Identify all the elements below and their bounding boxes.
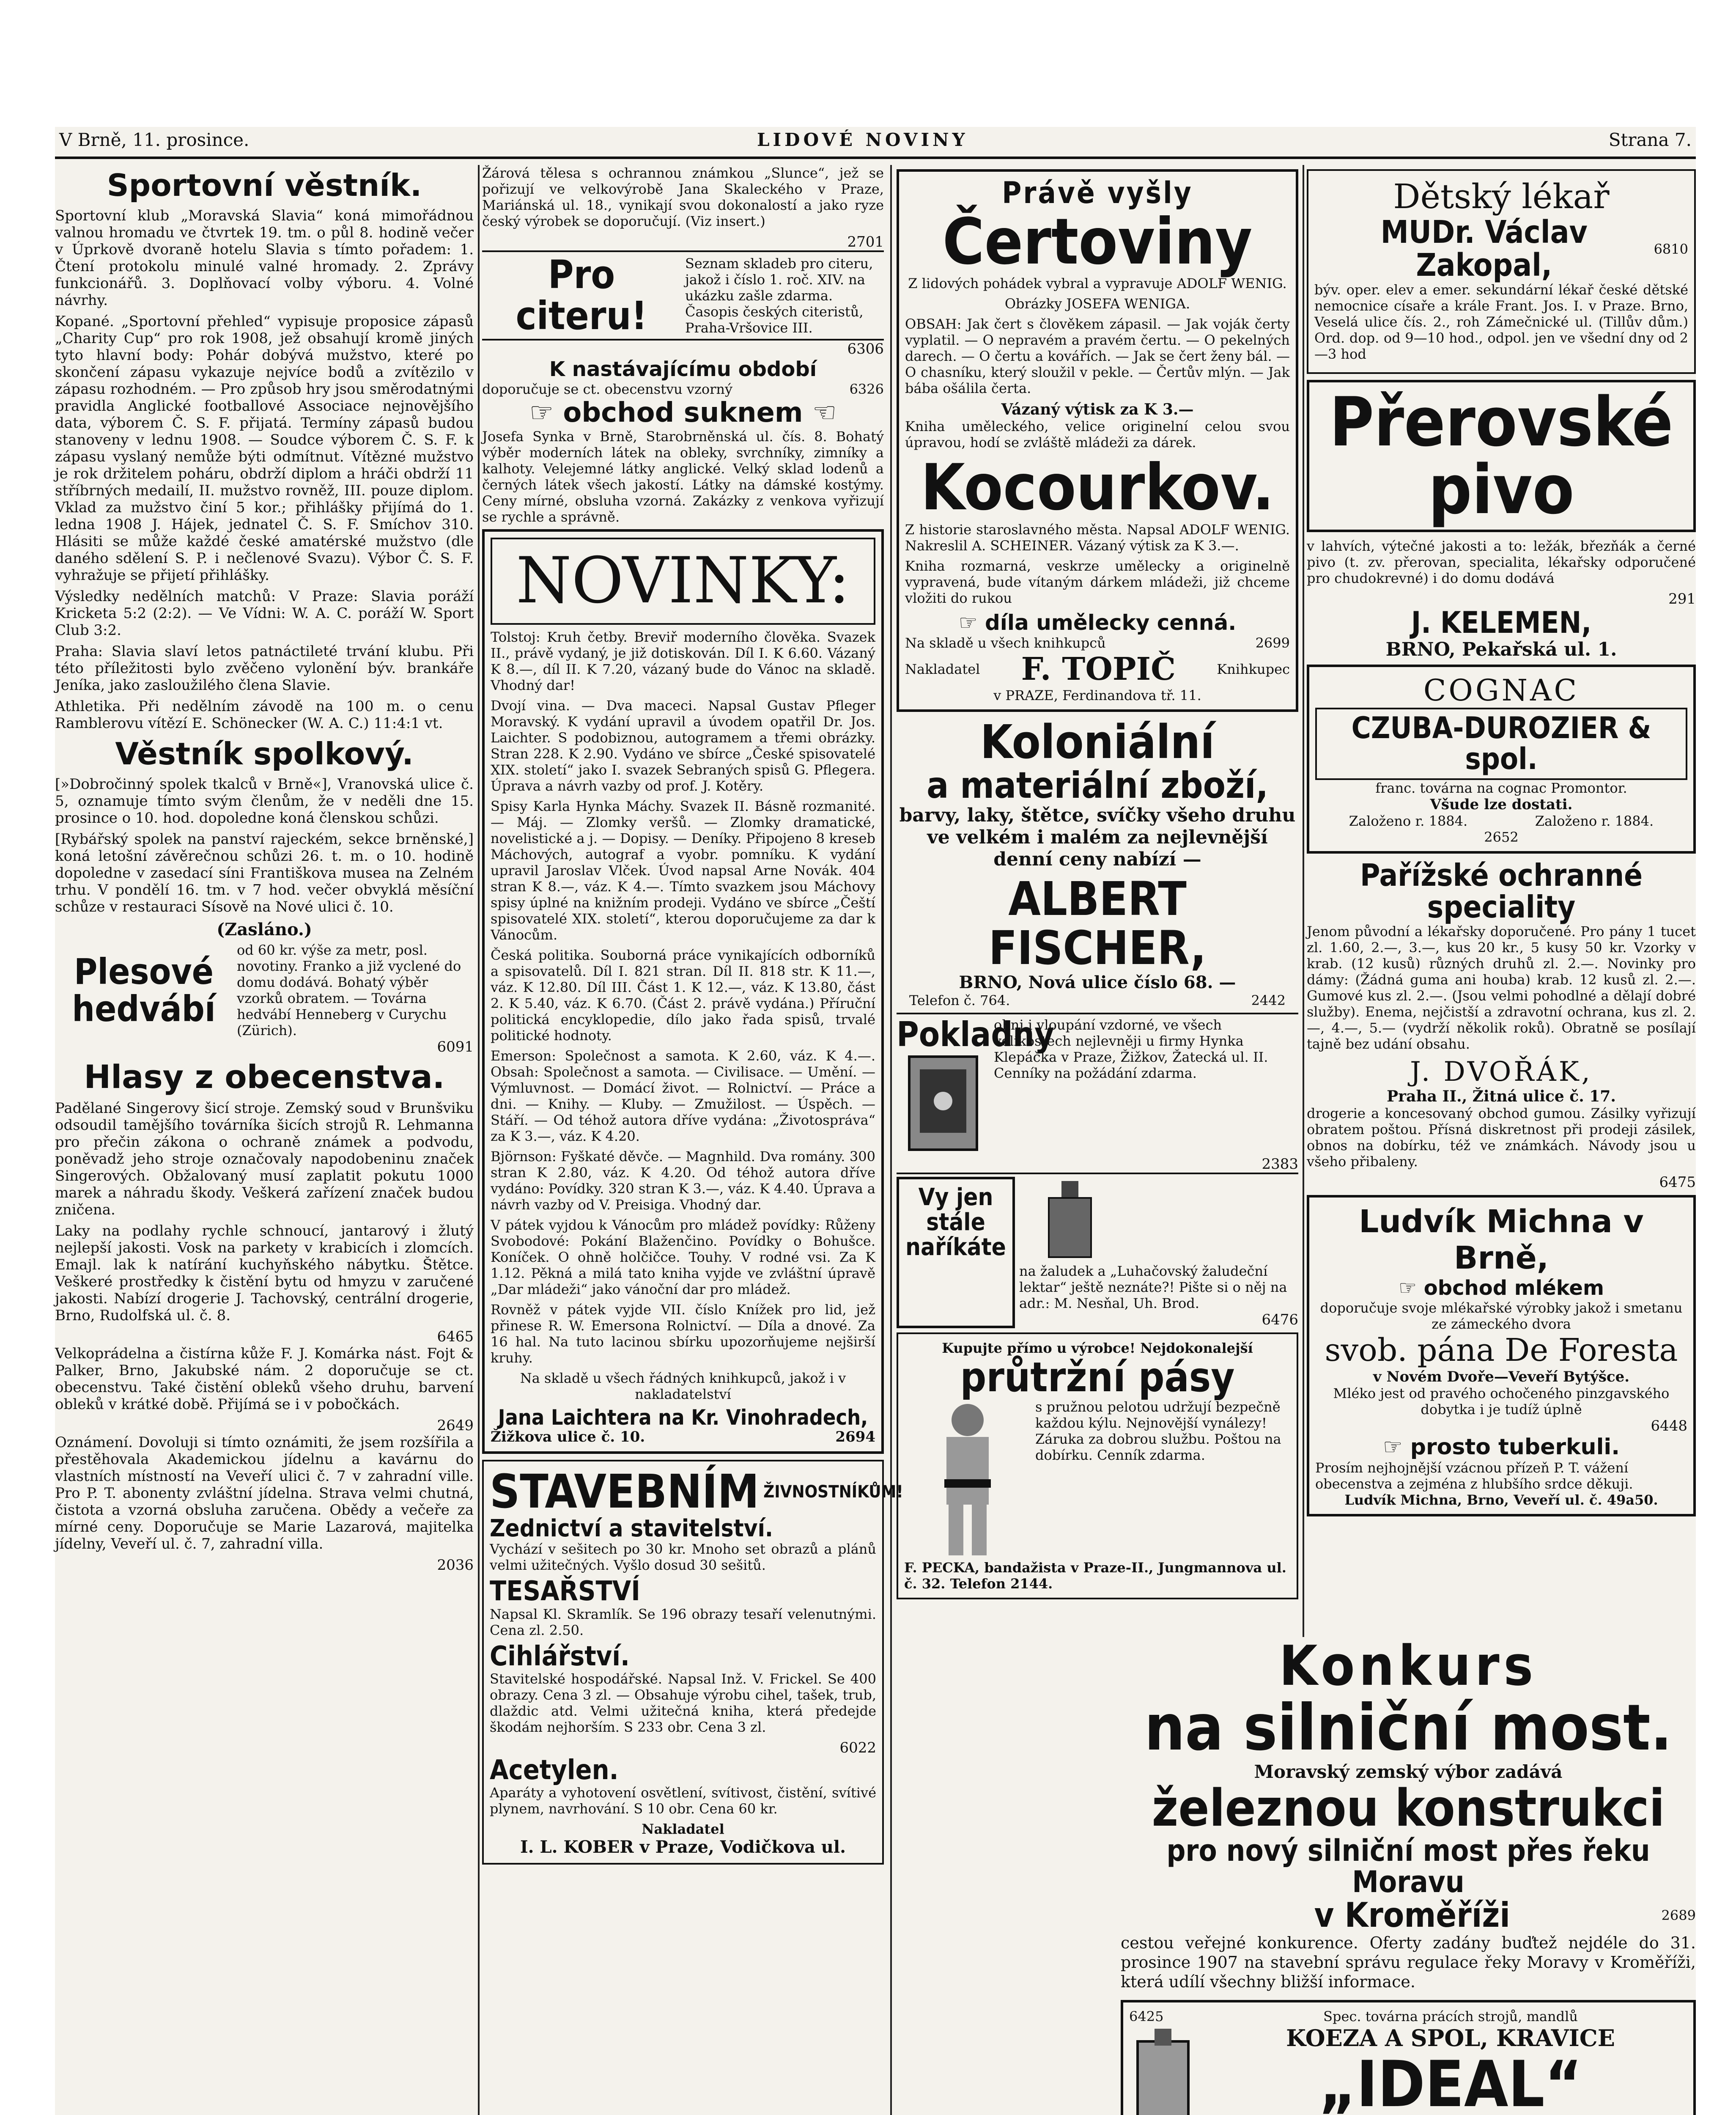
- michna-signature: Ludvík Michna, Brno, Veveří ul. č. 49a50.: [1344, 1492, 1658, 1508]
- dvorak-text: drogerie a koncesovaný obchod gumou. Zásilky vyřizují obratem poštou. Přísná diskretnost při prodeji zásilek, obnos na dobírku, též ve známkách. Návody jsou u všeho přibaleny.: [1307, 1105, 1696, 1170]
- column-3: [897, 165, 1298, 1605]
- stavebnim-title: TESAŘSTVÍ: [490, 1576, 640, 1607]
- hlasy-paragraph: Velkoprádelna a čistírna kůže F. J. Komárka nást. Fojt & Palker, Brno, Jakubské nám. 2 doporučuje se ct. obecenstvu. Také čistění obleků všeho druhu, barvení obleků v krátké době. Přijímá se i v pobočkách.: [55, 1345, 474, 1413]
- silk-headline: Plesové hedvábí: [72, 950, 216, 1030]
- pointing-hand-icon: ☞: [529, 397, 563, 429]
- kolonial-address: BRNO, Nová ulice číslo 68. —: [959, 972, 1236, 993]
- kelemen-address: BRNO, Pekařská ul. 1.: [1385, 638, 1617, 660]
- hlasy-paragraph: Laky na podlahy rychle schnoucí, jantarový i žlutý nejlepší jakosti. Vosk na parkety v krabicích i zlomcích. Emajl. lak k natírání kuchyňského nábytku. Štětce. Veškeré prostředky k čistění bytu od hmyzu v zaručené jakosti. Nabízí drogerie J. Tachovský, centrální drogerie, Brno, Rudolfská ul. č. 8.: [55, 1222, 474, 1324]
- certoviny-paragraph: Kniha uměleckého, velice originelní celou svou úpravou, hodí se zvláště mládeži za dárek.: [905, 418, 1290, 450]
- stavebnim-headline: STAVEBNÍM: [490, 1464, 760, 1519]
- kocourkov-publisher-line: [905, 651, 1290, 687]
- hlasy-heading: Hlasy z obecenstva.: [84, 1058, 445, 1096]
- michna-estate: svob. pána De Foresta: [1325, 1332, 1678, 1369]
- sukno-big-text: obchod suknem: [563, 397, 803, 429]
- hlasy-paragraph: Padělané Singerovy šicí stroje. Zemský soud v Brunšviku odsoudil tamějšího továrníka šicích strojů R. Lehmanna pro přečin zákona o ochraně známek a podvodu, poněvadž jeho stroje označovaly napodobeninu značek Singerových. Obžalovaný musí zaplatit pokutu 1000 marek a náhradu škody. Veškerá zařízení značek budou zničena.: [55, 1100, 474, 1218]
- kocourkov-publisher: F. TOPIČ: [1021, 651, 1176, 687]
- dvorak-name: J. DVOŘÁK,: [1410, 1056, 1593, 1088]
- novinky-paragraph: Česká politika. Souborná práce vynikajících odborníků a spisovatelů. Díl I. 821 stran. Díl II. 818 str. K 11.—, váz. K 12.80. Díl III. Část 1. K 12.—, váz. K 13.80, část 2. K 5.40, váz. K 6.70. (Část 2. právě vydána.) Příruční politická encyklopedie, dílo jako řada spisů, trvalé politické hodnoty.: [491, 947, 875, 1044]
- sukno-sub: doporučuje se ct. obecenstvu vzorný: [482, 381, 733, 398]
- column-rule: [890, 165, 892, 2115]
- lamp-ad: Žárová tělesa s ochrannou známkou „Slunce“, jež se pořizují ve velkovýrobě Jana Skaleckého v Praze, Mariánská ul. 18., vynikají svou dokonalostí a jako ryze český výrobek se doporučují. (Viz insert.): [482, 165, 884, 229]
- column-rule: [478, 165, 480, 2115]
- novinky-paragraph: Björnson: Fyškaté děvče. — Magnhild. Dva romány. 300 stran K 2.80, váz. K 4.20. Od téhož autora dříve vydáno: Povídky. 320 stran K 3.—, váz. K 4.40. Úprava a návrh vazby od V. Preisiga. Vhodný dar.: [491, 1148, 875, 1213]
- novinky-ad: [482, 529, 884, 1454]
- stavebnim-title: Zednictví a stavitelství.: [490, 1514, 773, 1542]
- narikate-number: 6476: [1262, 1311, 1298, 1329]
- kocourkov-paragraph: Z historie staroslavného města. Napsal ADOLF WENIG. Nakreslil A. SCHEINER. Vázaný výtisk za K 3.—.: [905, 521, 1290, 554]
- pivo-ad: [1307, 380, 1696, 532]
- konkurs-body: cestou veřejné konkurence. Oferty zadány buďtež nejdéle do 31. prosince 1907 na stavební správu regulace řeky Moravy v Kroměříži, která udílí všechny bližší informace.: [1121, 1934, 1696, 1991]
- kolonial-text: barvy, laky, štětce, svíčky všeho druhu ve velkém i malém za nejlevnější denní ceny nabízí —: [899, 805, 1296, 871]
- pokladny-number: 2383: [1262, 1156, 1298, 1173]
- stavebnim-text: Napsal Kl. Skramlík. Se 196 obrazy tesaří velenutnými. Cena zl. 2.50.: [490, 1606, 876, 1638]
- spolkovy-heading: Věstník spolkový.: [115, 736, 414, 772]
- certoviny-paragraph: Obrázky JOSEFA WENIGA.: [1004, 296, 1190, 312]
- ideal-main: [1214, 2008, 1687, 2115]
- pasy-headline: průtržní pásy: [960, 1354, 1235, 1401]
- konkurs-place: v Kroměříži: [1314, 1895, 1510, 1935]
- novinky-paragraph: Spisy Karla Hynka Máchy. Svazek II. Básně rozmanité. — Máj. — Zlomky veršů. — Zlomky dramatické, novelistické a j. — Dopisy. — Deníky. Připojeno 8 kreseb Máchových, autograf a vyobr. pomníku. K vydání upravil Jaroslav Vlček. Úvod napsal Arne Novák. 404 stran K 8.—, váz. K 4.—. Tímto svazkem jsou Máchovy spisy úplné na knižním prodeji. Vydáno ve sbírce „Čeští spisovatelé XIX. století“, kterou doporučujeme za dar k Vánocům.: [491, 798, 875, 943]
- hlasy-number: 6465: [437, 1328, 474, 1345]
- pokladny-text: ohni i vloupání vzdorné, ve všech velikostech nejlevněji u firmy Hynka Klepáčka v Praze, Žižkov, Žatecká ul. II. Cenníky na požádání zdarma.: [994, 1017, 1268, 1082]
- citera-text: Seznam skladeb pro citeru, jakož i číslo 1. roč. XIV. na ukázku zašle zdarma. Časopis českých citeristů, Praha-Vršovice III.: [685, 255, 873, 336]
- header-title: LIDOVÉ NOVINY: [757, 129, 968, 150]
- pointing-hand-icon: ☞: [1383, 1434, 1410, 1460]
- certoviny-headline: Čertoviny: [942, 205, 1253, 279]
- kocourkov-number: 2699: [1255, 634, 1290, 651]
- kocourkov-headline: Kocourkov.: [921, 451, 1274, 525]
- cognac-text: franc. továrna na cognac Promontor.: [1375, 780, 1627, 796]
- stavebnim-side: ŽIVNOSTNÍKŮM!: [763, 1482, 903, 1502]
- michna-tb: [1315, 1434, 1687, 1460]
- header-page-number: Strana 7.: [1608, 129, 1692, 150]
- citera-number: 6306: [847, 341, 884, 358]
- narikate-headline: Vy jen stále naříkáte: [905, 1184, 1006, 1261]
- ideal-headline: „IDEAL“: [1319, 2048, 1582, 2115]
- kocourkov-publisher-side: Knihkupec: [1217, 661, 1290, 677]
- michna-tb-text: prosto tuberkuli.: [1410, 1434, 1620, 1460]
- narikate-box: [897, 1177, 1015, 1328]
- lekar-name-line: [1314, 216, 1688, 282]
- kolonial-firm: ALBERT FISCHER,: [988, 872, 1207, 975]
- kocourkov-stock: Na skladě u všech knihkupců: [905, 634, 1106, 651]
- narikate-ad: [897, 1173, 1298, 1328]
- sport-paragraph: Sportovní klub „Moravská Slavia“ koná mimořádnou valnou hromadu ve čtvrtek 19. tm. o půl 8. hodině večer v Úprkově dvoraně hotelu Slavia s tímto pořadem: 1. Čtení protokolu minulé valné hromady. 2. Zprávy funkcionářů. 3. Doplňovací volby výboru. 4. Volné návrhy.: [55, 207, 474, 309]
- certoviny-ad: [897, 169, 1298, 712]
- kelemen-name: J. KELEMEN,: [1411, 605, 1592, 640]
- lekar-name: MUDr. Václav Zakopal,: [1380, 214, 1588, 283]
- novinky-paragraph: Tolstoj: Kruh četby. Breviř moderního člověka. Svazek II., právě vydaný, je již dotiskován. Díl I. K 6.60. Vázaný K 8.—, díl II. K 7.20, vázaný bude do Vánoc na skladě. Vhodný dar!: [491, 629, 875, 693]
- hlasy-number: 2036: [437, 1557, 474, 1574]
- cognac-ad: [1307, 665, 1696, 854]
- michna-text: Mléko jest od pravého ochočeného pinzgavského dobytka i je tudíž úplně: [1333, 1385, 1670, 1418]
- kocourkov-address: v PRAZE, Ferdinandova tř. 11.: [993, 687, 1201, 703]
- citera-ad: [482, 250, 884, 341]
- sukno-big: [482, 397, 884, 428]
- hlasy-paragraph: Oznámení. Dovoluji si tímto oznámiti, že jsem rozšířila a přestěhovala Akademickou jídelnu a kavárnu do vlastních místností na Veveří ulici č. 7 v zahradní ville. Pro P. T. abonenty zvláštní jídelna. Strava velmi chutná, čistota a vzorná obsluha zaručena. Obědy a večeře za mírné ceny. Doporučuje se Marie Lazarová, majitelka jídelny, Veveří ul. č. 7, zahradní villa.: [55, 1434, 474, 1552]
- michna-place: v Novém Dvoře—Veveří Bytýšce.: [1373, 1368, 1630, 1386]
- pokladny-headline: Pokladny: [897, 1015, 1054, 1055]
- kocourkov-line: [905, 610, 1290, 635]
- silk-number: 6091: [437, 1038, 474, 1055]
- column-2: [482, 165, 903, 1871]
- man-figure-icon: [904, 1399, 1031, 1560]
- novinky-number: 2694: [835, 1428, 875, 1446]
- sukno-text: Josefa Synka v Brně, Starobrněnská ul. čís. 8. Bohatý výběr moderních látek na obleky, svrchníky, zimníky a kalhoty. Velejemné látky anglické. Velký sklad lodenů a černých látek všech jakostí. Látky na dámské kostýmy. Ceny mírné, obsluha vzorná. Zakázky z venkova vyřizují se rychle a správně.: [482, 428, 884, 525]
- stavebnim-text: Vychází v sešitech po 30 kr. Mnoho set obrazů a plánů velmi užitečných. Vyšlo dosud 30 sešitů.: [490, 1541, 876, 1574]
- safe-icon: [897, 1052, 990, 1154]
- silk-text: od 60 kr. výše za metr, posl. novotiny. Franko a již vyclené do domu dodává. Bohatý výběr vzorků obratem. — Továrna hedvábí Henneberg v Curychu (Zürich).: [237, 942, 461, 1038]
- column-4: [1307, 165, 1696, 1522]
- certoviny-paragraph: OBSAH: Jak čert s člověkem zápasil. — Jak voják čerty vyplatil. — O nepravém a pravém čertu. — O pekelných darech. — O čertu a kovářích. — Jak se čert ženy bál. — O chasníku, který sloužil v pekle. — Čertův mlýn. — Jak bába ošálila čerta.: [905, 316, 1290, 396]
- kocourkov-stock-line: [905, 635, 1290, 651]
- lekar-ad: [1307, 169, 1696, 374]
- konkurs-headline: Konkurs: [1279, 1634, 1538, 1698]
- citera-headline: Pro citeru!: [516, 252, 647, 338]
- stavebnim-publisher: I. L. KOBER v Praze, Vodičkova ul.: [520, 1837, 846, 1857]
- novinky-paragraph: Na skladě u všech řádných knihkupců, jakož i v nakladatelství: [520, 1370, 846, 1402]
- ideal-side: [1129, 2008, 1205, 2115]
- pokladny-ad: [897, 1013, 1298, 1156]
- novinky-paragraph: Dvojí vina. — Dva maceci. Napsal Gustav Pfleger Moravský. K vydání upravil a úvodem opatřil Dr. Jos. Laichter. S podobiznou, autogramem a třemi obrázky. Stran 228. K 2.90. Vydáno ve sbírce „České spisovatelé XIX. století“ jako I. svazek Sebraných spisů G. Pflegera. Úprava a návrh vazby od prof. J. Kotěry.: [491, 697, 875, 794]
- pasy-body: [904, 1399, 1291, 1560]
- ideal-body: [1129, 2008, 1687, 2115]
- silk-ad: [55, 942, 474, 1038]
- narikate-text: na žaludek a „Luhačovský žaludeční lektar“ ještě neznáte?! Pište si o něj na adr.: M. Nesňal, Uh. Brod.: [1019, 1263, 1287, 1312]
- michna-text: doporučuje svoje mlékařské výrobky jakož i smetanu ze zámeckého dvora: [1320, 1300, 1683, 1332]
- pasy-firm: F. PECKA, bandažista v Praze-II., Jungmannova ul. č. 32. Telefon 2144.: [904, 1560, 1286, 1592]
- kolonial-headline: Koloniální: [980, 714, 1215, 769]
- cognac-founded: Založeno r. 1884.: [1535, 813, 1654, 829]
- pasy-top: Kupujte přímo u výrobce! Nejdokonalejší: [942, 1340, 1253, 1357]
- sport-paragraph: Výsledky nedělních matchů: V Praze: Slavia poráží Kricketa 5:2 (2:2). — Ve Vídni: W. A. C. poráží W. Sport Club 3:2.: [55, 588, 474, 639]
- stavebnim-title: Acetylen.: [490, 1754, 619, 1786]
- dvorak-address: Praha II., Žitná ulice č. 17.: [1387, 1088, 1616, 1106]
- cognac-firm: CZUBA-DUROZIER & spol.: [1315, 708, 1687, 780]
- hlasy-number: 2649: [437, 1417, 474, 1434]
- ideal-top: Spec. továrna prácích strojů, mandlů: [1323, 2008, 1578, 2024]
- konkurs-number: 2689: [1661, 1907, 1696, 1923]
- lamp-number: 2701: [847, 233, 884, 250]
- kolonial-headline-2: a materiální zboží,: [927, 764, 1268, 807]
- kocourkov-line-text: díla umělecky cenná.: [985, 610, 1237, 635]
- novinky-publisher: Jana Laichtera na Kr. Vinohradech,: [498, 1405, 868, 1430]
- column-1: [55, 165, 474, 1574]
- novinky-address: Žižkova ulice č. 10.: [491, 1428, 645, 1446]
- certoviny-paragraph: Z lidových pohádek vybral a vypravuje ADOLF WENIG.: [908, 275, 1287, 291]
- sukno-number: 6326: [849, 381, 884, 398]
- certoviny-price: Vázaný výtisk za K 3.—: [1001, 401, 1194, 418]
- michna-text: Prosím nejhojnější vzácnou přízeň P. T. vážení obecenstva a zejména z hlubšího srdce děkuji.: [1315, 1460, 1633, 1492]
- konkurs-headline-2: na silniční most.: [1144, 1691, 1672, 1765]
- kocourkov-publisher-label: Nakladatel: [905, 661, 980, 677]
- pointing-hand-icon: ☞: [1399, 1276, 1424, 1300]
- stavebnim-title: Cihlářství.: [490, 1640, 630, 1672]
- dvorak-number: 6475: [1659, 1174, 1696, 1191]
- konkurs-headline-4: pro nový silniční most přes řeku Moravu: [1166, 1833, 1650, 1899]
- konkurs-headline-3: železnou konstrukci: [1152, 1779, 1665, 1838]
- cognac-number: 2652: [1484, 829, 1519, 845]
- sport-heading: Sportovní věstník.: [107, 168, 422, 203]
- page-header: [55, 127, 1696, 159]
- michna-heading: Ludvík Michna v Brně,: [1359, 1203, 1644, 1277]
- parizske-text: Jenom původní a lékařsky doporučené. Pro pány 1 tucet zl. 1.60, 2.—, 3.—, kus 20 kr., 5 kusy 50 kr. Vzorky v krab. (12 kusů) různých druhů zl. 2.—. Novinky pro dámy: (Žádná guma ani houba) krab. 12 kusů zl. 2.—. Gumové kus zl. 2.—. (Jsou velmi pohodlné a dělají dobré služby). Enema, nejčistší a zdravotní ochrana, kus zl. 2.—, 4.—, 5.— (vydrží několik roků). Obratně se posílají tajně bez udání obsahu.: [1307, 923, 1696, 1052]
- sport-paragraph: Praha: Slavia slaví letos patnáctileté trvání klubu. Při této příležitosti bylo zvěčeno vylonění býv. brankáře Jeníka, jako zasloužilého člena Slavie.: [55, 643, 474, 694]
- sport-paragraph: Kopané. „Sportovní přehled“ vypisuje proposice zápasů „Charity Cup“ pro rok 1908, jež obsahují kromě jiných tyto hlavní body: Pohár dobývá mužstvo, které po skončení zápasu vykazuje nejvíce bodů a zvítězilo v zápasu rozhodném. — Pro způsob hry jsou směrodatnými pravidla Anglické footballové Associace nejnovějšího data, výborem Č. S. F. přijatá. Termíny zápasů budou stanoveny v lednu 1908. — Soudce výborem Č. S. F. k zápasu vyslaný nemůže býti odmítnut. Vítězné mužstvo je rok držitelem poháru, obdrží diplom a hráči obdrží 11 stříbrných medailí, II. mužstvo rovněž, III. pouze diplom. Vklad za mužstvo činí 5 kor.; přihlášky přijímá do 1. ledna 1908 J. Hájek, jednatel Č. S. F. Smíchov 310. Hlásiti se může každé české amatérské mužstvo (dle daného sdělení S. P. i nečlenové Svazu). Výbor Č. S. F. vyhražuje se přijetí přihlášky.: [55, 313, 474, 584]
- cognac-founded-line: [1315, 813, 1687, 829]
- pasy-text: s pružnou pelotou udržují bezpečně každou kýlu. Nejnovější vynálezy! Záruka za dobrou službu. Poštou na dobírku. Cenník zdarma.: [1035, 1399, 1281, 1464]
- ideal-number: 6425: [1129, 2008, 1164, 2024]
- novinky-paragraph: Rovněž v pátek vyjde VII. číslo Knížek pro lid, jež přinese R. W. Emersona Rolnictví. — Díla a dnové. Za 16 hal. Na tuto lacinou sbírku upozorňujeme nejširší kruhy.: [491, 1301, 875, 1366]
- cognac-stock: Všude lze dostati.: [1430, 796, 1573, 813]
- michna-ad: [1307, 1195, 1696, 1516]
- zaslano-label: (Zasláno.): [217, 920, 312, 939]
- parizske-headline: Pařížské ochranné speciality: [1360, 857, 1643, 925]
- bottle-icon: [1019, 1177, 1129, 1261]
- kocourkov-paragraph: Kniha rozmarná, veskrze umělecky a originelně vypravená, bude vítaným dárkem mládeži, již chceme vložiti do rukou: [905, 558, 1290, 606]
- ideal-firm: KOEZA A SPOL, KRAVICE: [1286, 2024, 1615, 2052]
- sport-paragraph: Athletika. Při nedělním závodě na 100 m. o cenu Ramblerovu vítězí E. Schönecker (W. A. C.) 11:4:1 vt.: [55, 698, 474, 732]
- kolonial-phone-line: [897, 992, 1298, 1008]
- stavebnim-header: [490, 1464, 903, 1519]
- kolonial-number: 2442: [1251, 992, 1286, 1009]
- novinky-paragraph: Emerson: Společnost a samota. K 2.60, váz. K 4.—. Obsah: Společnost a samota. — Civilisace. — Umění. — Výmluvnost. — Domácí život. — Rolnictví. — Práce a dni. — Knihy. — Kluby. — Zmužilost. — Úspěch. — Stáří. — Od téhož autora dříve vydána: „Životospráva“ za K 3.—, váz. K 4.20.: [491, 1047, 875, 1144]
- stavebnim-ad: [482, 1460, 903, 1865]
- pivo-headline: Přerovské pivo: [1329, 382, 1673, 530]
- narikate-body: [1019, 1177, 1298, 1328]
- sukno-heading: K nastávajícímu období: [549, 357, 817, 382]
- stavebnim-text: Aparáty a vyhotovení osvětlení, svítivost, čistění, svítivé plynem, navrhování. S 10 obr. Cena 60 kr.: [490, 1785, 876, 1817]
- certoviny-top: Právě vyšly: [1002, 176, 1193, 210]
- pokladny-image-col: [897, 1015, 1054, 1156]
- lekar-text: býv. oper. elev a emer. sekundární lékař české dětské nemocnice císaře a krále Frant. Jos. I. v Praze. Brno, Veselá ulice čís. 2., roh Zámečnické ul. (Tillův dům.) Ord. dop. od 9—10 hod., odpol. jen ve všední dny od 2—3 hod: [1314, 282, 1688, 363]
- michna-shop: [1315, 1276, 1687, 1300]
- lekar-number: 6810: [1654, 241, 1688, 257]
- spolkovy-paragraph: [Rybářský spolek na panství rajeckém, sekce brněnské,] koná letošní závěrečnou schůzi 26. t. m. o 10. hodině dopoledne v zasedací síni Františkova musea na Zelném trhu. V pondělí 16. tm. v 7 hod. večer obvyklá měsíční schůze v restauraci Sísově na Nové ulici č. 10.: [55, 831, 474, 915]
- stavebnim-number: 6022: [839, 1739, 876, 1756]
- sukno-subline: [482, 381, 884, 397]
- ideal-ad: [1121, 2000, 1696, 2115]
- pivo-number: 291: [1668, 591, 1696, 608]
- pasy-ad: [897, 1332, 1298, 1599]
- michna-number: 6448: [1651, 1417, 1687, 1435]
- konkurs-place-line: [1121, 1895, 1696, 1935]
- newspaper-page: [55, 127, 1696, 2115]
- novinky-address-line: [491, 1428, 875, 1445]
- header-date: V Brně, 11. prosince.: [59, 129, 250, 150]
- cognac-founded: Založeno r. 1884.: [1349, 813, 1468, 829]
- cognac-heading: COGNAC: [1423, 673, 1580, 708]
- novinky-headline: NOVINKY:: [491, 538, 875, 625]
- konkurs-ad: [1121, 1634, 1696, 2115]
- michna-shop-text: obchod mlékem: [1423, 1276, 1604, 1300]
- novinky-paragraph: V pátek vyjdou k Vánocům pro mládež povídky: Růženy Svobodové: Pokání Blaženčino. Povídky o Bohušce. Koníček. O ohně holčičce. Touhy. V rodné vsi. Za K 1.12. Pěkná a milá tato kniha vyjde ve zvláštní úpravě „Dar mládeži“ jako vánoční dar pro mládež.: [491, 1217, 875, 1297]
- lekar-heading: Dětský lékař: [1393, 177, 1610, 216]
- spolkovy-paragraph: [»Dobročinný spolek tkalců v Brně«], Vranovská ulice č. 5, oznamuje tímto svým členům, že v neděli dne 15. prosince o 10. hod. dopoledne koná členskou schůzi.: [55, 776, 474, 827]
- pivo-text: v lahvích, výtečné jakosti a to: ležák, březňák a černé pivo (t. zv. přerovan, specialita, lékařsky odporučené pro chudokrevné) i do domu dodává: [1307, 538, 1696, 587]
- pointing-hand-icon: ☜: [803, 397, 837, 429]
- stavebnim-publisher-label: Nakladatel: [642, 1821, 724, 1838]
- kolonial-phone: Telefon č. 764.: [909, 992, 1010, 1009]
- pointing-hand-icon: ☞: [958, 610, 985, 635]
- washing-machine-icon: [1129, 2024, 1197, 2115]
- stavebnim-text: Stavitelské hospodářské. Napsal Inž. V. Frickel. Se 400 obrazy. Cena 3 zl. — Obsahuje výrobu cihel, tašek, trub, dlaždic atd. Velmi užitečná kniha, která předejde škodám nejhorším. S 233 obr. Cena 3 zl.: [490, 1670, 876, 1735]
- konkurs-text: Moravský zemský výbor zadává: [1254, 1761, 1563, 1782]
